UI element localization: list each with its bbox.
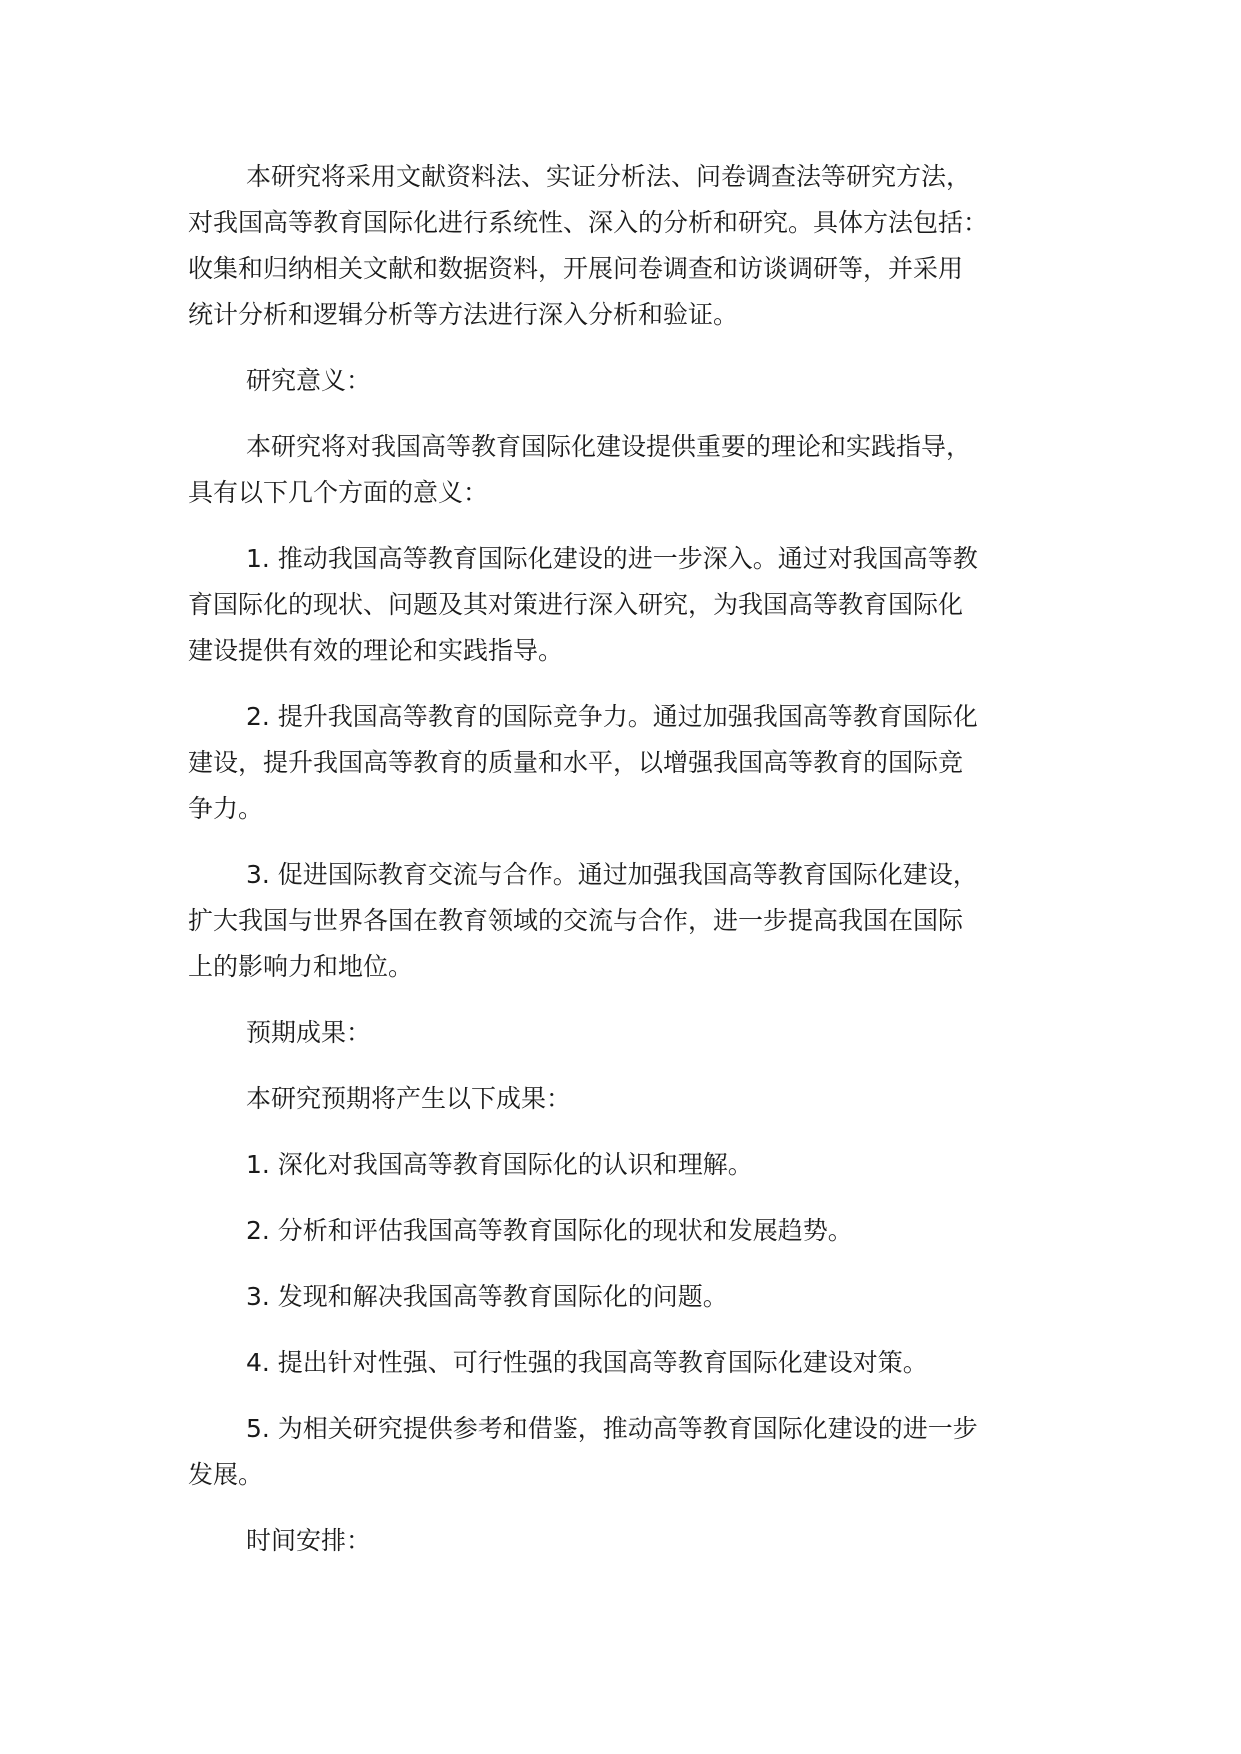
text-line: 预期成果： [246,1018,372,1047]
text-line: 本研究预期将产生以下成果： [246,1084,572,1113]
text-line: 建设，提升我国高等教育的质量和水平，以增强我国高等教育的国际竞 [188,748,964,777]
text-line: 4. 提出针对性强、可行性强的我国高等教育国际化建设对策。 [246,1348,928,1377]
text-line: 统计分析和逻辑分析等方法进行深入分析和验证。 [188,300,739,329]
text-line: 本研究将对我国高等教育国际化建设提供重要的理论和实践指导， [246,432,972,461]
heading-significance [188,358,1088,404]
text-line: 本研究将采用文献资料法、实证分析法、问卷调查法等研究方法， [246,162,972,191]
text-line: 1. 推动我国高等教育国际化建设的进一步深入。通过对我国高等教 [246,544,978,573]
list-item-result-3 [188,1274,1088,1320]
list-item-significance-1 [188,536,1088,674]
text-line: 1. 深化对我国高等教育国际化的认识和理解。 [246,1150,753,1179]
text-line: 2. 分析和评估我国高等教育国际化的现状和发展趋势。 [246,1216,853,1245]
text-line: 育国际化的现状、问题及其对策进行深入研究，为我国高等教育国际化 [188,590,964,619]
text-line: 对我国高等教育国际化进行系统性、深入的分析和研究。具体方法包括： [188,208,989,237]
text-line: 研究意义： [246,366,372,395]
text-line: 收集和归纳相关文献和数据资料，开展问卷调查和访谈调研等，并采用 [188,254,964,283]
text-line: 2. 提升我国高等教育的国际竞争力。通过加强我国高等教育国际化 [246,702,978,731]
text-line: 发展。 [188,1460,264,1489]
text-line: 3. 发现和解决我国高等教育国际化的问题。 [246,1282,728,1311]
heading-schedule [188,1518,1088,1564]
paragraph-methods [188,154,1088,338]
text-line: 3. 促进国际教育交流与合作。通过加强我国高等教育国际化建设， [246,860,978,889]
list-item-result-5 [188,1406,1088,1498]
text-line: 争力。 [188,794,264,823]
list-item-significance-3 [188,852,1088,990]
text-line: 扩大我国与世界各国在教育领域的交流与合作，进一步提高我国在国际 [188,906,964,935]
list-item-significance-2 [188,694,1088,832]
text-line: 建设提供有效的理论和实践指导。 [188,636,564,665]
paragraph-significance-intro [188,424,1088,516]
text-line: 具有以下几个方面的意义： [188,478,489,507]
text-line: 时间安排： [246,1526,372,1555]
paragraph-results-intro [188,1076,1088,1122]
list-item-result-2 [188,1208,1088,1254]
heading-expected-results [188,1010,1088,1056]
text-line: 上的影响力和地位。 [188,952,414,981]
document-body [188,154,1088,1584]
list-item-result-1 [188,1142,1088,1188]
list-item-result-4 [188,1340,1088,1386]
text-line: 5. 为相关研究提供参考和借鉴，推动高等教育国际化建设的进一步 [246,1414,978,1443]
